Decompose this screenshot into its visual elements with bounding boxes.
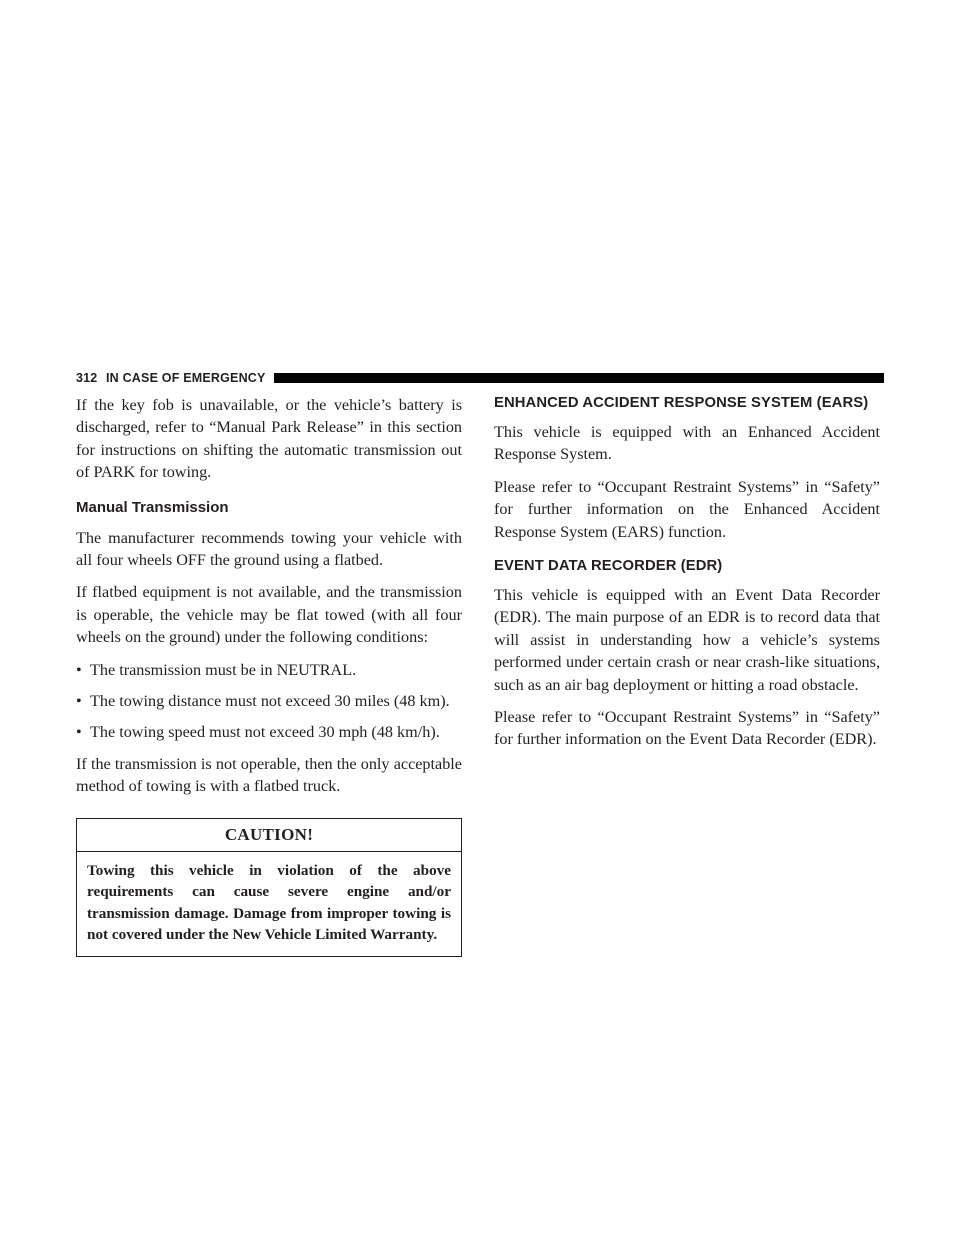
list-item — [76, 659, 462, 681]
caution-title: CAUTION! — [77, 819, 461, 852]
manual-paragraph-2: If flatbed equipment is not available, and the transmission is operable, the vehicle may be flat towed (with all four wheels on the ground) under the following conditions: — [76, 583, 462, 647]
edr-heading: EVENT DATA RECORDER (EDR) — [494, 558, 723, 575]
bullet-icon: • — [76, 692, 82, 711]
caution-text: Towing this vehicle in violation of the above requirements can cause severe engine and/or transmission damage. Damage from improper towing is not covered under the New Vehicle Limited Warranty. — [87, 861, 451, 944]
manual-paragraph-3: If the transmission is not operable, then the only acceptable method of towing is with a flatbed truck. — [76, 754, 462, 796]
page-header — [76, 370, 884, 386]
manual-transmission-heading: Manual Transmission — [76, 498, 229, 516]
section-title: IN CASE OF EMERGENCY — [106, 371, 266, 385]
ears-paragraph-1: This vehicle is equipped with an Enhanced Accident Response System. — [494, 423, 880, 464]
manual-paragraph-1: The manufacturer recommends towing your vehicle with all four wheels OFF the ground using a flatbed. — [76, 528, 462, 570]
edr-paragraph-2: Please refer to “Occupant Restraint Systems” in “Safety” for further information on the Event Data Recorder (EDR). — [494, 708, 880, 749]
list-item-text: The towing speed must not exceed 30 mph (48 km/h). — [90, 723, 440, 742]
page-number: 312 — [76, 371, 98, 385]
ears-heading: ENHANCED ACCIDENT RESPONSE SYSTEM (EARS) — [494, 395, 869, 411]
intro-paragraph: If the key fob is unavailable, or the vehicle’s battery is discharged, refer to “Manual Park Release” in this section for instructions on shifting the automatic transmission out of PARK for towing. — [76, 396, 462, 482]
right-column — [494, 394, 880, 761]
caution-box — [76, 818, 462, 957]
list-item-text: The towing distance must not exceed 30 miles (48 km). — [90, 692, 450, 711]
towing-conditions-list — [76, 659, 462, 744]
list-item — [76, 690, 462, 712]
edr-paragraph-1: This vehicle is equipped with an Event Data Recorder (EDR). The main purpose of an EDR is to record data that will assist in understanding how a vehicle’s systems performed under certain crash or near crash-like situations, such as an air bag deployment or hitting a road obstacle. — [494, 586, 880, 694]
header-rule — [274, 373, 884, 383]
left-column — [76, 394, 462, 957]
bullet-icon: • — [76, 660, 82, 679]
list-item — [76, 721, 462, 743]
ears-paragraph-2: Please refer to “Occupant Restraint Systems” in “Safety” for further information on the Enhanced Accident Response System (EARS) function. — [494, 477, 880, 541]
list-item-text: The transmission must be in NEUTRAL. — [90, 660, 357, 679]
bullet-icon: • — [76, 723, 82, 742]
